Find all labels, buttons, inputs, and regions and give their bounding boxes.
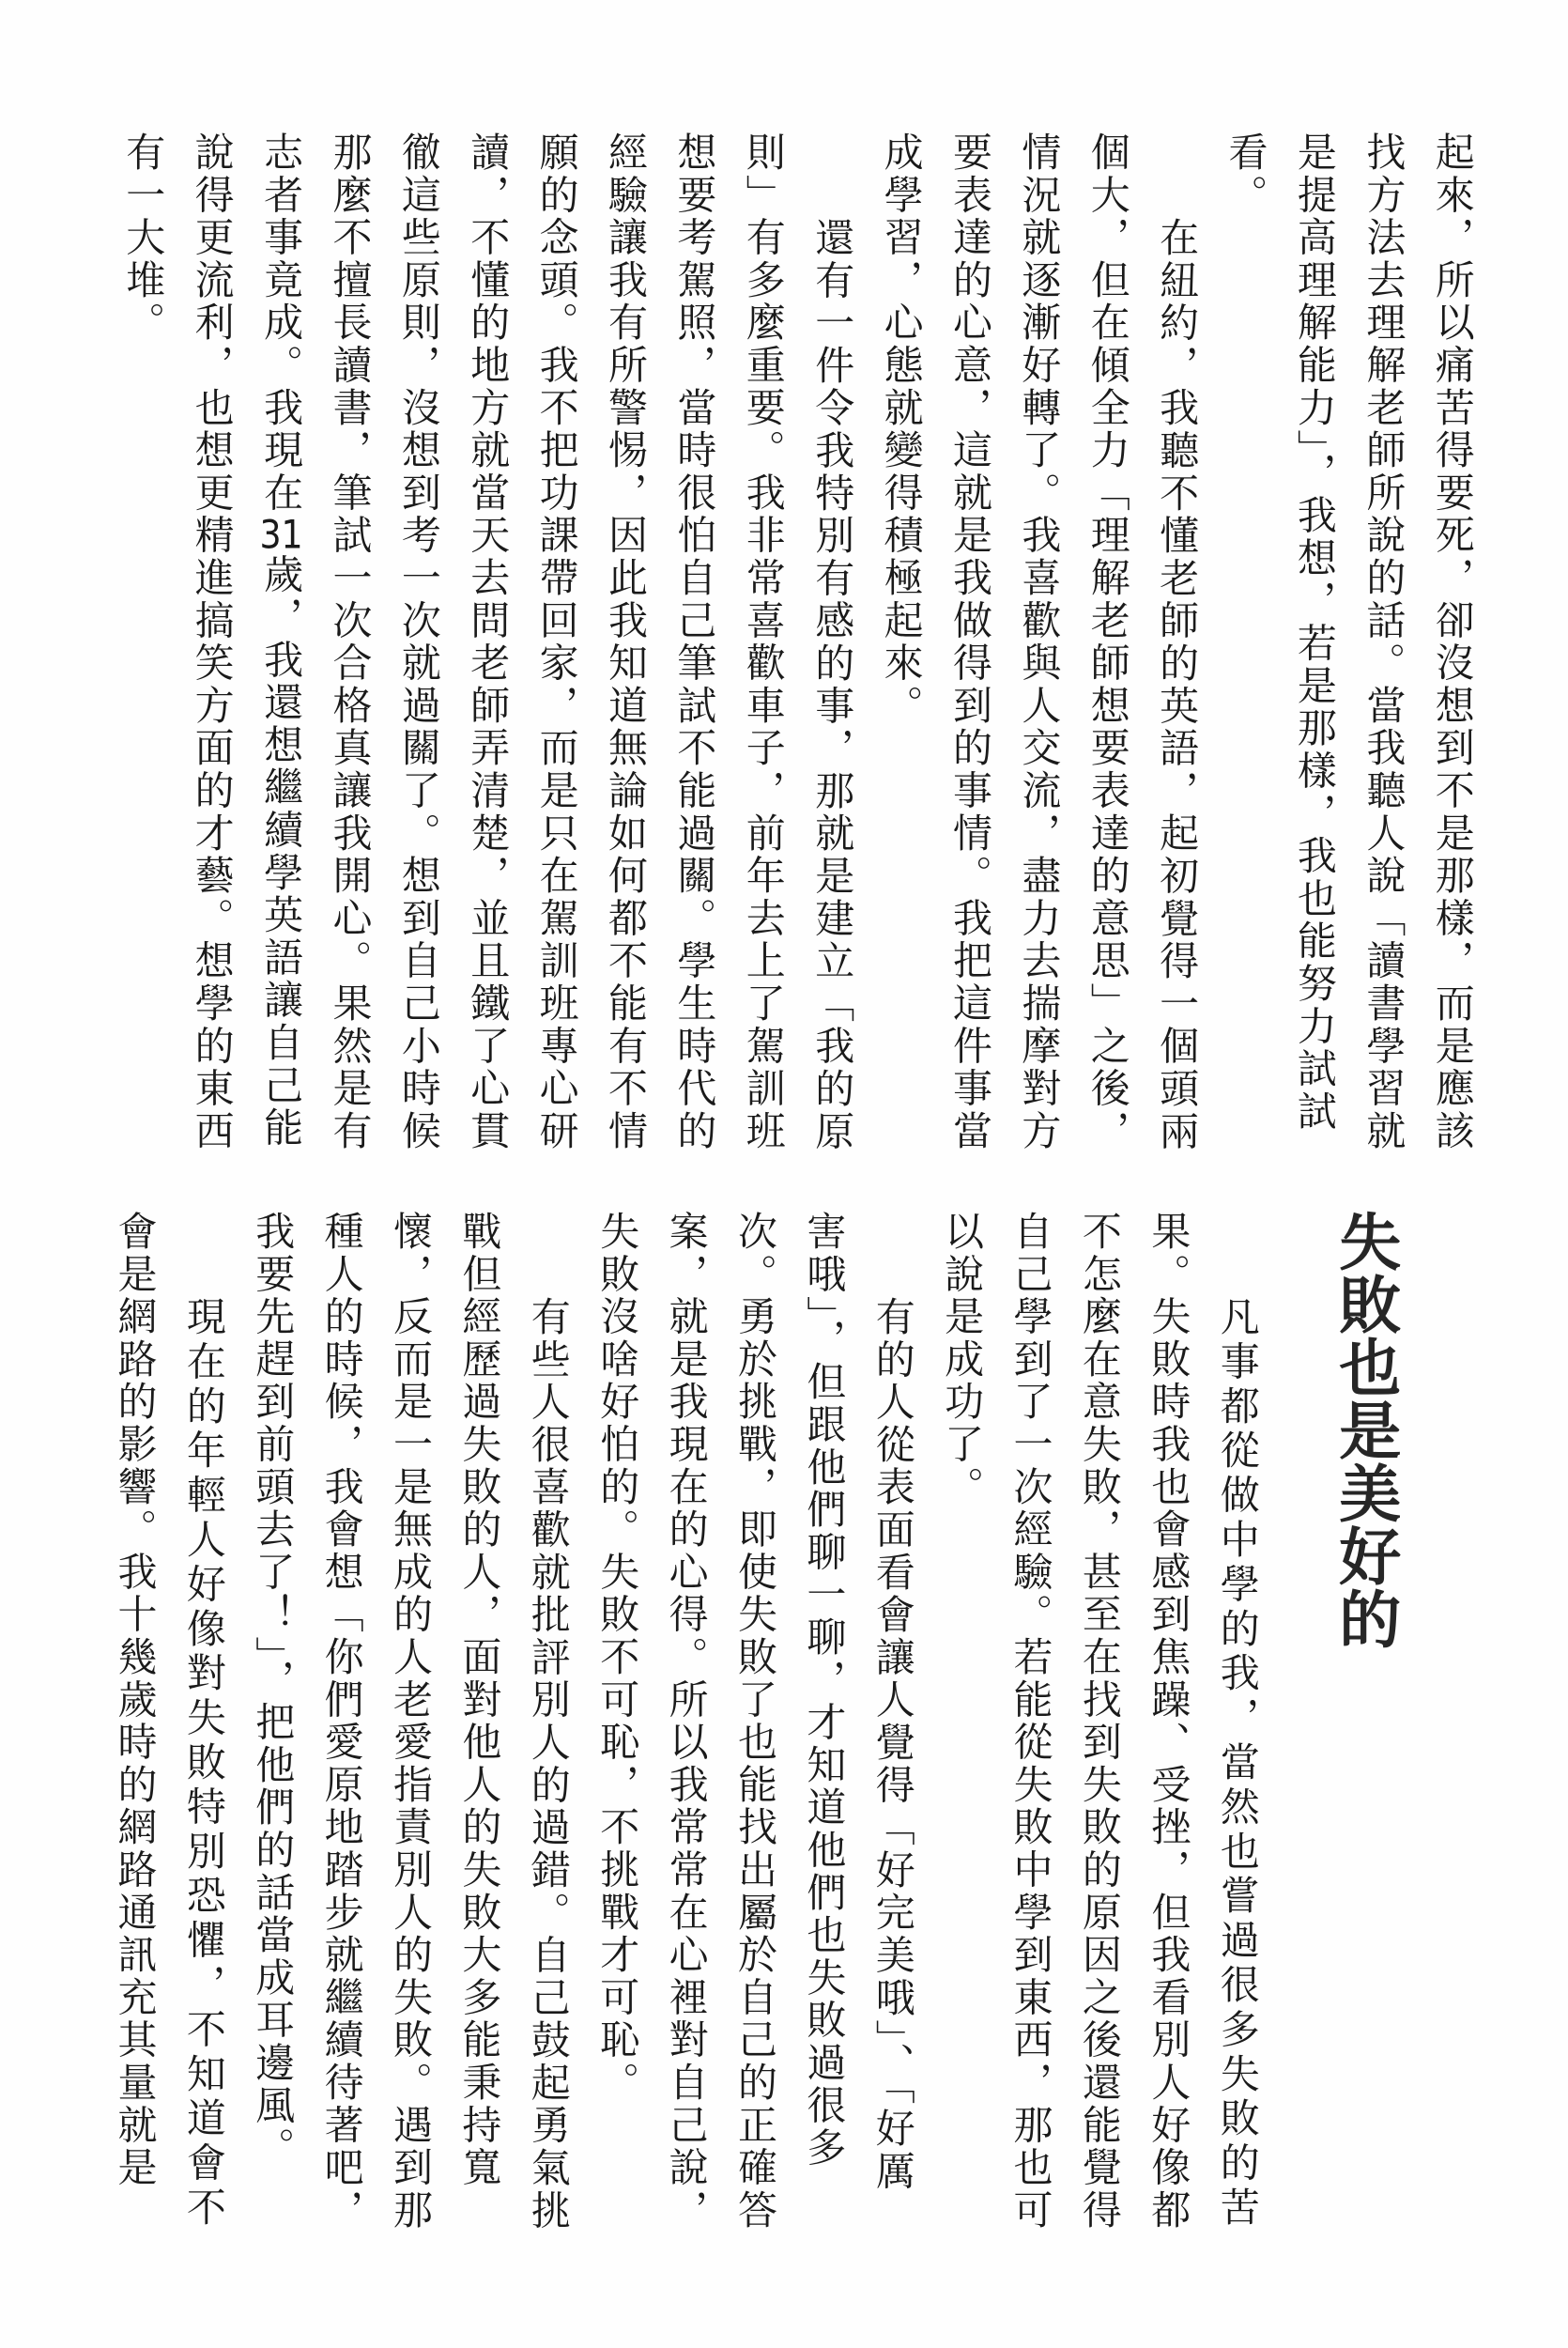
text-column: 是提高理解能力」，我想，若是那樣，我也能努力試試 [1291, 131, 1338, 1134]
text-column [247, 131, 315, 1153]
paragraph-start-column: 有的人從表面看會讓人覺得「好完美哦」、「好厲 [869, 1295, 916, 2193]
text-column: 自己學到了一次經驗。若能從失敗中學到東西，那也可 [1007, 1211, 1054, 2232]
text-column: 經驗讓我有所警惕，因此我知道無論如何都不能有不情 [603, 131, 650, 1153]
text-column: 種人的時候，我會想「你們愛原地踏步就繼續待著吧， [318, 1211, 365, 2232]
section-title: 失敗也是美好的 [1328, 1210, 1401, 1650]
paragraph-start-column: 凡事都從做中學的我，當然也嘗過很多失敗的苦 [1214, 1295, 1261, 2231]
text-column: 次。勇於挑戰，即使失敗了也能找出屬於自己的正確答 [731, 1211, 778, 2232]
text-column: 徹這些原則，沒想到考一次就過關了。想到自己小時候 [395, 131, 442, 1153]
text-column: 個大，但在傾全力「理解老師想要表達的意思」之後， [1084, 131, 1131, 1153]
text-column: 會是網路的影響。我十幾歲時的網路通訊充其量就是 [112, 1211, 159, 2189]
paragraph-start-column: 現在的年輕人好像對失敗特別恐懼，不知道會不 [180, 1295, 227, 2231]
text-column: 有一大堆。 [120, 131, 167, 345]
upright-number: 31 [259, 514, 303, 554]
text-column: 以說是成功了。 [939, 1211, 986, 1509]
text-column: 成學習，心態就變得積極起來。 [878, 131, 925, 728]
text-column: 那麼不擅長讀書，筆試一次合格真讓我開心。果然是有 [327, 131, 374, 1153]
text-segment: 志者事竟成。我現在 [258, 131, 305, 515]
text-column: 要表達的心意，這就是我做得到的事情。我把這件事當 [946, 131, 993, 1153]
text-column: 我要先趕到前頭去了！」，把他們的話當成耳邊風。 [250, 1211, 297, 2170]
text-column: 想要考駕照，當時很怕自己筆試不能過關。學生時代的 [671, 131, 718, 1153]
bottom-text-block [100, 1211, 1272, 2232]
paragraph-start-column: 在紐約，我聽不懂老師的英語，起初覺得一個頭兩 [1154, 216, 1201, 1153]
top-text-block [109, 131, 1487, 1153]
text-column: 不怎麼在意失敗，甚至在找到失敗的原因之後還能覺得 [1076, 1211, 1123, 2232]
text-column: 起來，所以痛苦得要死，卻沒想到不是那樣，而是應該 [1429, 131, 1476, 1153]
text-column: 果。失敗時我也會感到焦躁、受挫，但我看別人好像都 [1145, 1211, 1192, 2232]
text-segment: 歲，我還想繼續學英語讓自己能 [258, 553, 305, 1150]
text-column: 戰但經歷過失敗的人，面對他人的失敗大多能秉持寬 [456, 1211, 503, 2189]
text-column: 則」有多麼重要。我非常喜歡車子，前年去上了駕訓班 [740, 131, 787, 1153]
text-column: 失敗沒啥好怕的。失敗不可恥，不挑戰才可恥。 [594, 1211, 641, 2105]
paragraph-start-column: 有些人很喜歡就批評別人的過錯。自己鼓起勇氣挑 [525, 1295, 572, 2232]
text-column: 讀，不懂的地方就當天去問老師弄清楚，並且鐵了心貫 [465, 131, 512, 1153]
text-column: 懷，反而是一是無成的人老愛指責別人的失敗。遇到那 [388, 1211, 435, 2232]
text-column: 說得更流利，也想更精進搞笑方面的才藝。想學的東西 [189, 131, 236, 1153]
text-column: 案，就是我現在的心得。所以我常常在心裡對自己說， [663, 1211, 710, 2232]
text-column: 願的念頭。我不把功課帶回家，而是只在駕訓班專心研 [533, 131, 580, 1153]
text-column: 害哦」，但跟他們聊一聊，才知道他們也失敗過很多 [801, 1211, 848, 2170]
text-column: 情況就逐漸好轉了。我喜歡與人交流，盡力去揣摩對方 [1016, 131, 1063, 1153]
paragraph-start-column: 還有一件令我特別有感的事，那就是建立「我的原 [809, 216, 856, 1153]
text-column: 看。 [1222, 131, 1269, 217]
text-column: 找方法去理解老師所說的話。當我聽人說「讀書學習就 [1360, 131, 1407, 1153]
